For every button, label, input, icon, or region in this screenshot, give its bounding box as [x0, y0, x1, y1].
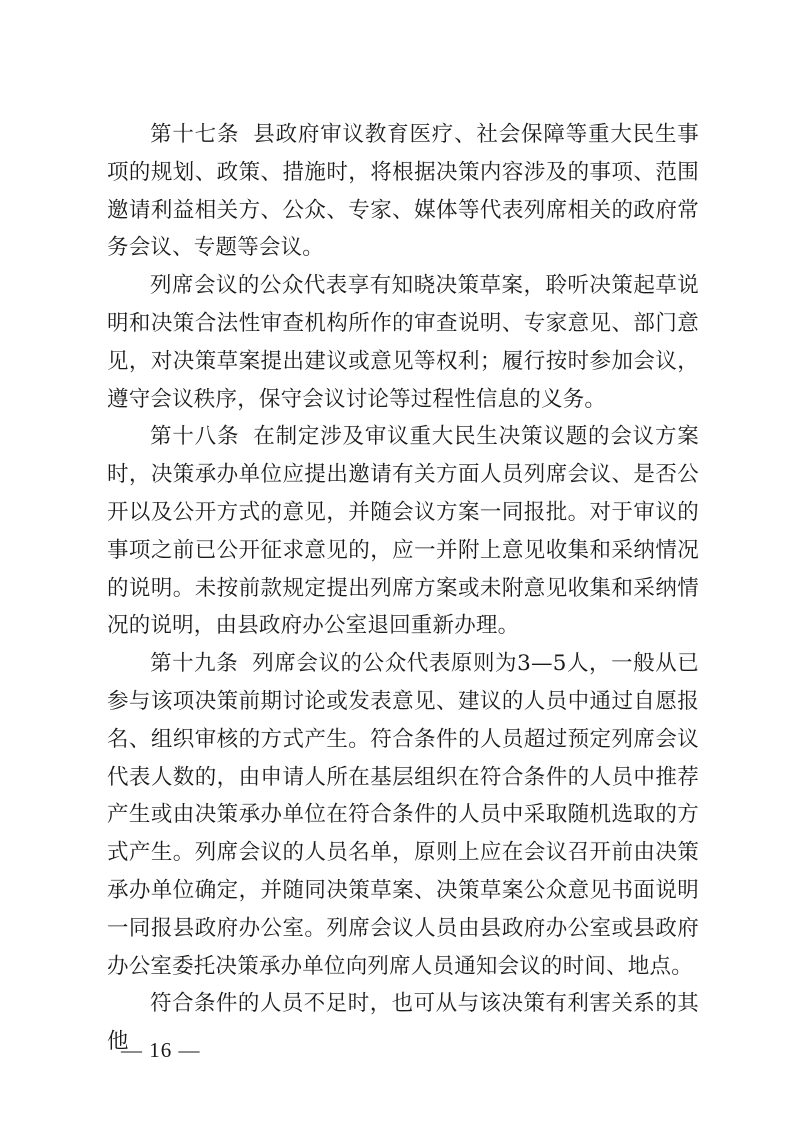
article-number: 第十八条 — [150, 424, 240, 450]
article-number: 第十七条 — [150, 122, 240, 147]
paragraph-article-18 — [107, 418, 699, 645]
page-number: — 16 — — [121, 1038, 201, 1062]
body-text — [107, 116, 699, 1061]
paragraph-text: 列席会议的公众代表原则为3—5人，一般从已参与该项决策前期讨论或发表意见、建议的人员中通过自愿报名、组织审核的方式产生。符合条件的人员超过预定列席会议代表人数的，由申请人所在基层组织在符合条件的人员中推荐产生或由决策承办单位在符合条件的人员中采取随机选取的方式产生。列席会议的人员名单，原则上应在会议召开前由决策承办单位确定，并随同决策草案、决策草案公众意见书面说明一同报县政府办公室。列席会议人员由县政府办公室或县政府办公室委托决策承办单位向列席人员通知会议的时间、地点。 — [107, 651, 699, 979]
paragraph-text: 在制定涉及审议重大民生决策议题的会议方案时，决策承办单位应提出邀请有关方面人员列席会议、是否公开以及公开方式的意见，并随会议方案一同报批。对于审议的事项之前已公开征求意见的，应一并附上意见收集和采纳情况的说明。未按前款规定提出列席方案或未附意见收集和采纳情况的说明，由县政府办公室退回重新办理。 — [107, 424, 699, 639]
paragraph-text: 符合条件的人员不足时，也可从与该决策有利害关系的其他 — [107, 991, 699, 1055]
paragraph-article-19 — [107, 645, 699, 985]
paragraph-text: 县政府审议教育医疗、社会保障等重大民生事项的规划、政策、措施时，将根据决策内容涉及的事项、范围邀请利益相关方、公众、专家、媒体等代表列席相关的政府常务会议、专题等会议。 — [107, 122, 699, 261]
paragraph-article-17-rights — [107, 267, 699, 418]
paragraph-article-17 — [107, 116, 699, 267]
paragraph-text: 列席会议的公众代表享有知晓决策草案，聆听决策起草说明和决策合法性审查机构所作的审查说明、专家意见、部门意见，对决策草案提出建议或意见等权利；履行按时参加会议，遵守会议秩序，保守会议讨论等过程性信息的义务。 — [107, 273, 699, 412]
article-number: 第十九条 — [150, 651, 239, 677]
